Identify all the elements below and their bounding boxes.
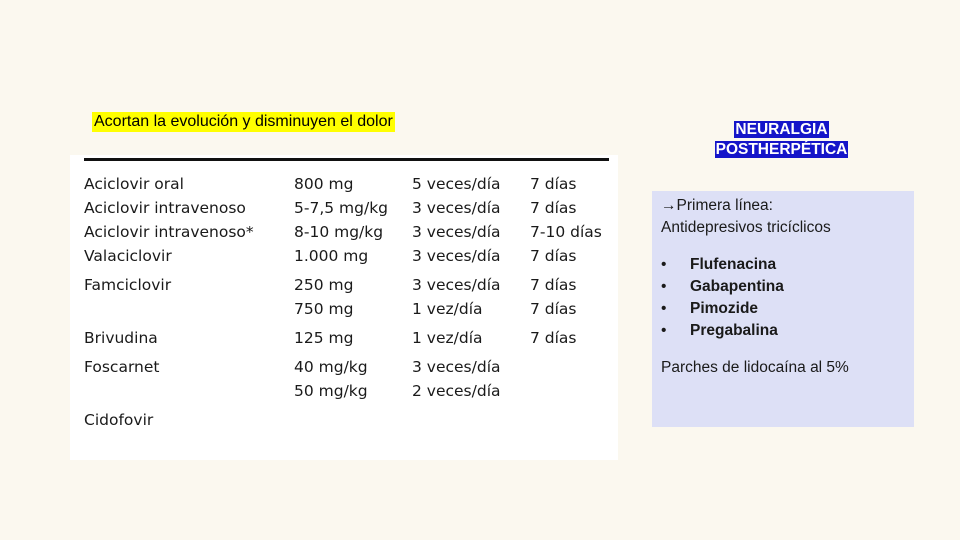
drug-frequency: 3 veces/día	[412, 199, 501, 217]
drug-dose: 800 mg	[294, 175, 354, 193]
drug-duration: 7 días	[530, 329, 577, 347]
drug-dose: 250 mg	[294, 276, 354, 294]
arrow-right-icon: →	[661, 197, 677, 214]
table-row	[84, 172, 610, 196]
table-top-rule	[84, 158, 609, 161]
drug-duration: 7 días	[530, 276, 577, 294]
drug-duration: 7 días	[530, 247, 577, 265]
drug-frequency	[412, 408, 530, 432]
drug-duration: 7-10 días	[530, 223, 602, 241]
drug-name: Famciclovir	[84, 276, 172, 294]
antiviral-table	[84, 172, 610, 432]
first-line-heading	[661, 195, 908, 217]
list-item: • Pimozide	[661, 298, 908, 320]
list-item: • Pregabalina	[661, 320, 908, 342]
drug-duration: 7 días	[530, 175, 577, 193]
drug-frequency: 3 veces/día	[412, 358, 501, 376]
first-line-label: Primera línea:	[676, 197, 773, 214]
table-row	[84, 297, 610, 326]
drug-dose: 1.000 mg	[294, 247, 369, 265]
table-row	[84, 196, 610, 220]
drug-duration	[530, 379, 610, 408]
drug-dose: 125 mg	[294, 329, 354, 347]
drug-frequency: 3 veces/día	[412, 247, 501, 265]
list-item: • Gabapentina	[661, 276, 908, 298]
drug-frequency: 2 veces/día	[412, 382, 501, 400]
neuralgia-title	[700, 120, 863, 160]
neuralgia-treatment-panel	[652, 191, 914, 427]
drug-name: Aciclovir oral	[84, 175, 184, 193]
highlight-note: Acortan la evolución y disminuyen el dolor	[94, 113, 393, 130]
table-row	[84, 273, 610, 297]
drug-dose	[294, 408, 412, 432]
antiviral-table-card	[70, 155, 618, 460]
drug-name: Brivudina	[84, 329, 158, 347]
drug-name: Cidofovir	[84, 411, 154, 429]
drug-duration: 7 días	[530, 300, 577, 318]
drug-frequency: 1 vez/día	[412, 300, 483, 318]
table-row	[84, 408, 610, 432]
table-row	[84, 379, 610, 408]
drug-name: Foscarnet	[84, 358, 160, 376]
list-item: • Flufenacina	[661, 254, 908, 276]
table-row	[84, 355, 610, 379]
table-row	[84, 220, 610, 244]
drug-dose: 8-10 mg/kg	[294, 223, 384, 241]
neuralgia-title-line2: POSTHERPÉTICA	[715, 141, 848, 158]
drug-duration	[530, 355, 610, 379]
table-row	[84, 326, 610, 355]
drug-name	[84, 297, 294, 326]
drug-list	[661, 254, 908, 342]
drug-name: Valaciclovir	[84, 247, 172, 265]
first-line-text: Antidepresivos tricíclicos	[661, 219, 831, 236]
drug-name: Aciclovir intravenoso	[84, 199, 246, 217]
table-row	[84, 244, 610, 273]
panel-footer: Parches de lidocaína al 5%	[661, 359, 849, 376]
drug-name	[84, 379, 294, 408]
drug-frequency: 5 veces/día	[412, 175, 501, 193]
drug-dose: 40 mg/kg	[294, 358, 368, 376]
drug-frequency: 3 veces/día	[412, 276, 501, 294]
drug-frequency: 3 veces/día	[412, 223, 501, 241]
drug-duration: 7 días	[530, 199, 577, 217]
drug-dose: 750 mg	[294, 300, 354, 318]
drug-name: Aciclovir intravenoso*	[84, 223, 254, 241]
neuralgia-title-line1: NEURALGIA	[735, 121, 828, 138]
drug-dose: 50 mg/kg	[294, 382, 368, 400]
drug-frequency: 1 vez/día	[412, 329, 483, 347]
drug-dose: 5-7,5 mg/kg	[294, 199, 389, 217]
drug-duration	[530, 408, 610, 432]
